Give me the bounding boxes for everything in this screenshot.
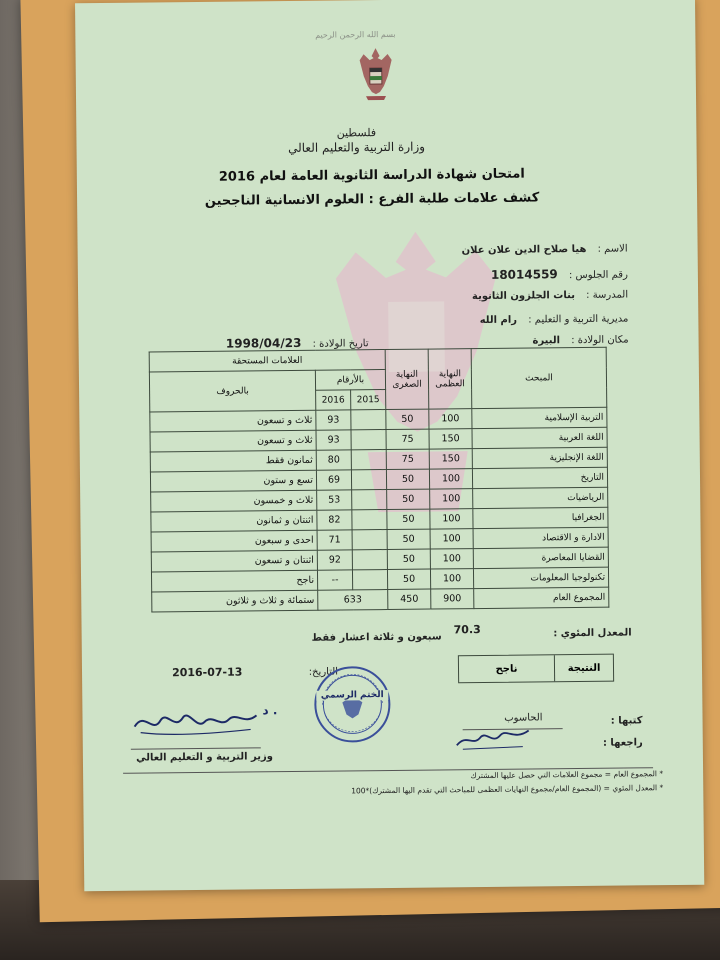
reviewer-signature-icon xyxy=(453,722,533,753)
birthplace: البيرة xyxy=(532,335,561,347)
school-name: بنات الجلزون الثانوية xyxy=(471,290,575,303)
header-letters: بالحروف xyxy=(149,370,315,412)
table-row: تكنولوجيا المعلومات 100 50 -- ناجح xyxy=(151,567,608,592)
country-name: فلسطين xyxy=(336,126,377,140)
average-words: سبعون و ثلاثة اعشار فقط xyxy=(311,631,442,644)
table-row: القضايا المعاصرة 100 50 92 اثنتان و تسعون xyxy=(151,547,608,572)
certificate-paper xyxy=(75,0,704,891)
name-label: الاسم : xyxy=(597,243,628,255)
total-label: المجموع العام xyxy=(474,587,609,608)
minister-signature-icon xyxy=(130,699,260,740)
minister-signature-prefix: د . xyxy=(262,703,278,718)
average-value: 70.3 xyxy=(453,623,481,637)
official-stamp-icon xyxy=(312,664,393,745)
average-label: المعدل المئوي : xyxy=(553,627,632,640)
birthdate: 1998/04/23 xyxy=(225,335,302,351)
basmala: بسم الله الرحمن الرحيم xyxy=(315,29,396,40)
exam-title: امتحان شهادة الدراسة الثانوية العامة لعام 2016 xyxy=(218,166,525,185)
header-earned: العلامات المستحقة xyxy=(149,350,385,372)
result-value: ناجح xyxy=(495,663,518,675)
directorate-row xyxy=(378,313,628,327)
result-box xyxy=(458,654,614,684)
school-row xyxy=(378,289,628,303)
header-year-2015: 2015 xyxy=(351,390,386,410)
result-label: النتيجة xyxy=(554,655,613,682)
total-max: 900 xyxy=(431,589,474,609)
directorate-name: رام الله xyxy=(479,314,518,327)
table-row: الرياضيات 100 50 53 ثلاث و خمسون xyxy=(151,487,608,512)
note-1: * المجموع العام = مجموع العلامات التي حصل عليها المشترك xyxy=(470,769,664,781)
writer-label: كتبها : xyxy=(610,715,643,727)
table-row: الجغرافيا 100 50 82 اثنتان و ثمانون xyxy=(151,507,608,532)
directorate-label: مديرية التربية و التعليم : xyxy=(528,313,629,326)
birthdate-label: تاريخ الولادة : xyxy=(312,338,369,350)
table-row: اللغة الإنجليزية 150 75 80 ثمانون فقط xyxy=(150,447,607,472)
table-row: اللغة العربية 150 75 93 ثلاث و تسعون xyxy=(150,427,607,452)
reviewer-label: راجعها : xyxy=(602,737,643,749)
header-year-2016: 2016 xyxy=(316,390,351,410)
marks-table xyxy=(149,347,610,613)
header-subject: المبحث xyxy=(471,347,607,408)
table-row: الادارة و الاقتصاد 100 50 71 احدى و سبعون xyxy=(151,527,608,552)
header-min: النهاية الصغرى xyxy=(385,349,429,409)
school-label: المدرسة : xyxy=(586,289,629,301)
date-value: 2016-07-13 xyxy=(171,665,243,680)
table-row: التاريخ 100 50 69 تسع و ستون xyxy=(150,467,607,492)
writer-value: الحاسوب xyxy=(504,712,543,724)
seat-number: 18014559 xyxy=(490,267,558,282)
exam-subtitle: كشف علامات طلبة الفرع : العلوم الانسانية الناجحين xyxy=(204,190,540,209)
eagle-emblem-icon xyxy=(357,46,394,102)
header-digits: بالأرقام xyxy=(315,370,385,391)
note-2: * المعدل المئوي = (المجموع العام/مجموع النهايات العظمى للمباحث التي تقدم اليها المشترك)*100 xyxy=(351,783,664,796)
date-label: التاريخ: xyxy=(308,666,339,678)
student-name: هيا صلاح الدين علان علان xyxy=(461,243,587,257)
total-value: 633 xyxy=(318,590,388,611)
total-words: ستمائة و ثلاث و ثلاثون xyxy=(152,590,318,612)
header-max: النهاية العظمى xyxy=(428,349,472,409)
table-row: التربية الإسلامية 100 50 93 ثلاث و تسعون xyxy=(150,407,607,432)
stamp-label: الختم الرسمي xyxy=(316,690,388,701)
seat-label: رقم الجلوس : xyxy=(568,269,628,282)
student-name-row xyxy=(378,243,628,257)
ministry-name: وزارة التربية والتعليم العالي xyxy=(287,139,426,156)
birthplace-label: مكان الولادة : xyxy=(571,334,629,347)
minister-label: وزير التربية و التعليم العالي xyxy=(136,751,273,764)
total-row xyxy=(152,587,609,612)
seat-number-row xyxy=(378,266,628,283)
total-min: 450 xyxy=(388,589,431,609)
signature-line xyxy=(131,747,261,749)
